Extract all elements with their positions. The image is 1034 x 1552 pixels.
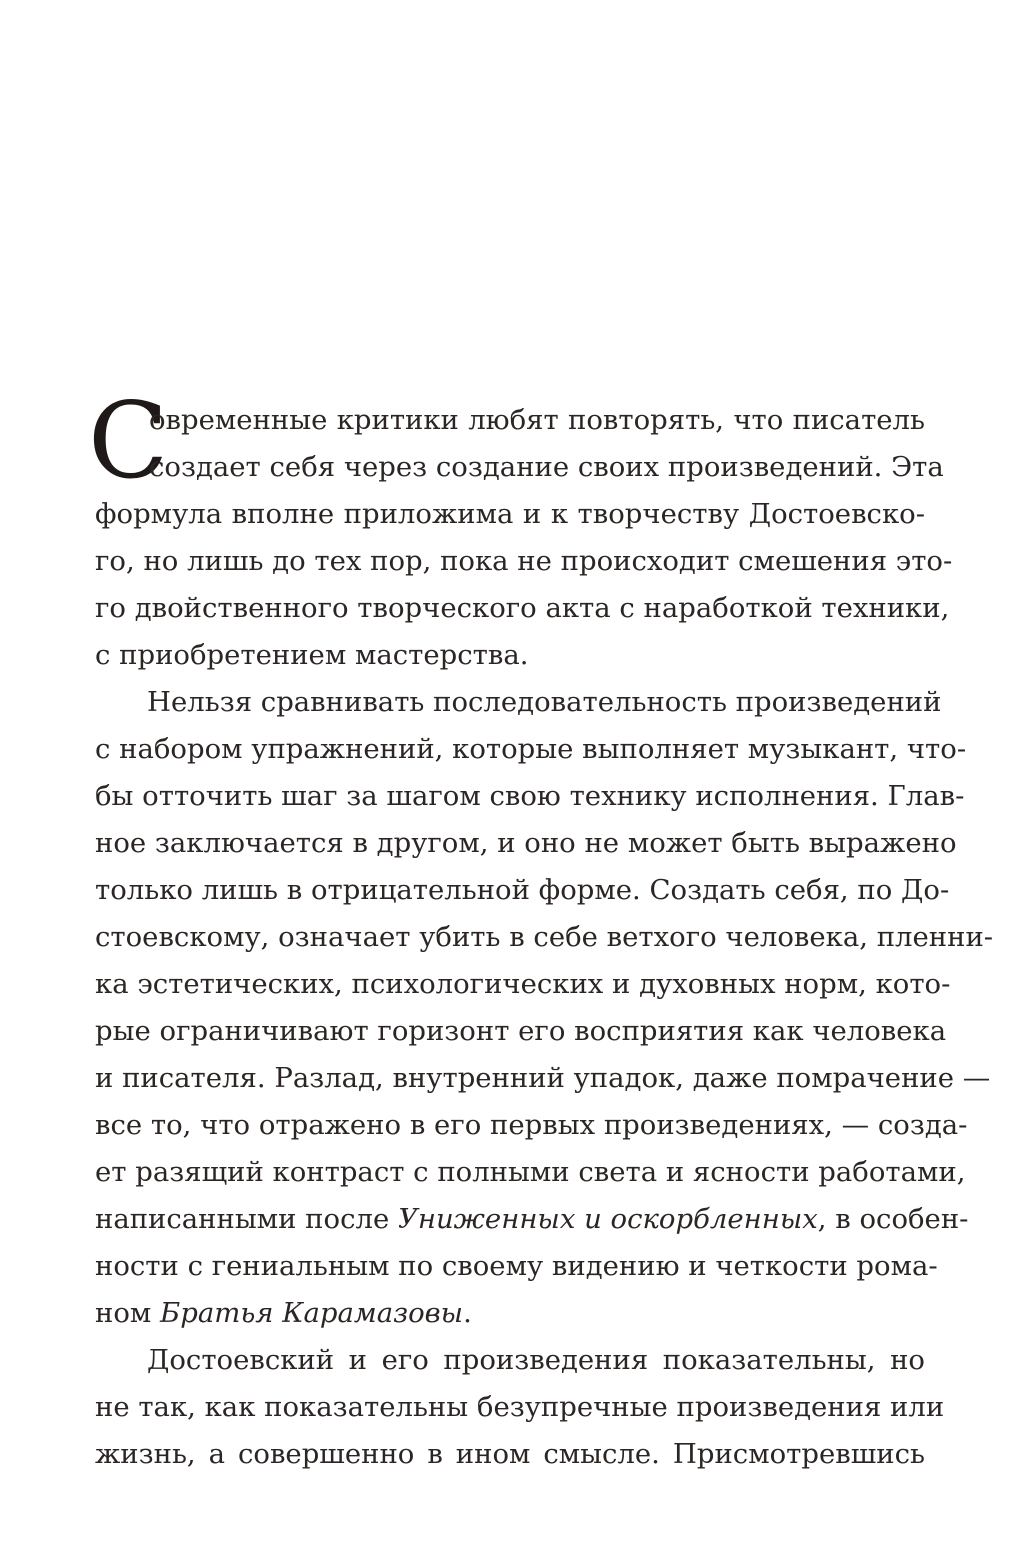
text-segment: написанными после (95, 1203, 398, 1235)
paragraph (95, 679, 994, 1337)
text-line (95, 773, 965, 820)
text-segment: формула вполне приложима и к творчеству Достоевско- (95, 498, 925, 530)
text-segment: с набором упражнений, которые выполняет музыкант, что- (95, 733, 967, 765)
text-segment: только лишь в отрицательной форме. Создать себя, по До- (95, 874, 950, 906)
text-line (95, 679, 942, 726)
text-segment: создает себя через создание своих произведений. Эта (149, 451, 944, 483)
text-line (95, 538, 953, 585)
text-segment: . (463, 1297, 472, 1329)
text-segment: все то, что отражено в его первых произведениях, — созда- (95, 1109, 968, 1141)
text-segment: и писателя. Разлад, внутренний упадок, даже помрачение — (95, 1062, 991, 1094)
text-segment: , в особен- (817, 1203, 969, 1235)
text-line (95, 820, 957, 867)
text-segment: ности с гениальным по своему видению и четкости рома- (95, 1250, 938, 1282)
text-segment: бы отточить шаг за шагом свою технику исполнения. Глав- (95, 780, 965, 812)
text-line (95, 491, 925, 538)
text-segment: ном (95, 1297, 161, 1329)
text-line (95, 1337, 925, 1384)
text-line (95, 1008, 947, 1055)
text-line (95, 914, 994, 961)
text-segment: с приобретением мастерства. (95, 639, 529, 671)
text-line (95, 867, 950, 914)
text-segment: го, но лишь до тех пор, пока не происходит смешения это- (95, 545, 953, 577)
text-segment: рые ограничивают горизонт его восприятия как человека (95, 1015, 947, 1047)
text-line (149, 397, 925, 444)
text-segment: не так, как показательны безупречные произведения или (95, 1391, 945, 1423)
paragraph (95, 397, 953, 679)
text-line (95, 726, 967, 773)
text-segment: овременные критики любят повторять, что писатель (149, 404, 925, 436)
text-segment: Нельзя сравнивать последовательность произведений (147, 686, 942, 718)
drop-cap: С (88, 380, 169, 502)
text-line (149, 444, 944, 491)
text-line (95, 1290, 925, 1337)
text-segment: Достоевский и его произведения показательны, но (147, 1344, 925, 1376)
body-text (95, 397, 994, 1478)
italic-title: Униженных и оскорбленных (397, 1203, 818, 1235)
text-segment: го двойственного творческого акта с наработкой техники, (95, 592, 950, 624)
text-segment: ет разящий контраст с полными света и ясности работами, (95, 1156, 966, 1188)
text-line (95, 1196, 969, 1243)
text-line (95, 632, 925, 679)
italic-title: Братья Карамазовы (160, 1297, 464, 1329)
text-segment: жизнь, а совершенно в ином смысле. Присмотревшись (95, 1438, 925, 1470)
text-segment: ка эстетических, психологических и духовных норм, кото- (95, 968, 951, 1000)
paragraph (95, 1337, 945, 1478)
text-line (95, 1431, 925, 1478)
text-line (95, 961, 951, 1008)
text-line (95, 1243, 938, 1290)
text-line (95, 1384, 945, 1431)
text-line (95, 1102, 968, 1149)
text-segment: стоевскому, означает убить в себе ветхого человека, пленни- (95, 921, 994, 953)
text-segment: ное заключается в другом, и оно не может быть выражено (95, 827, 957, 859)
text-line (95, 1149, 966, 1196)
text-line (95, 585, 950, 632)
text-line (95, 1055, 991, 1102)
